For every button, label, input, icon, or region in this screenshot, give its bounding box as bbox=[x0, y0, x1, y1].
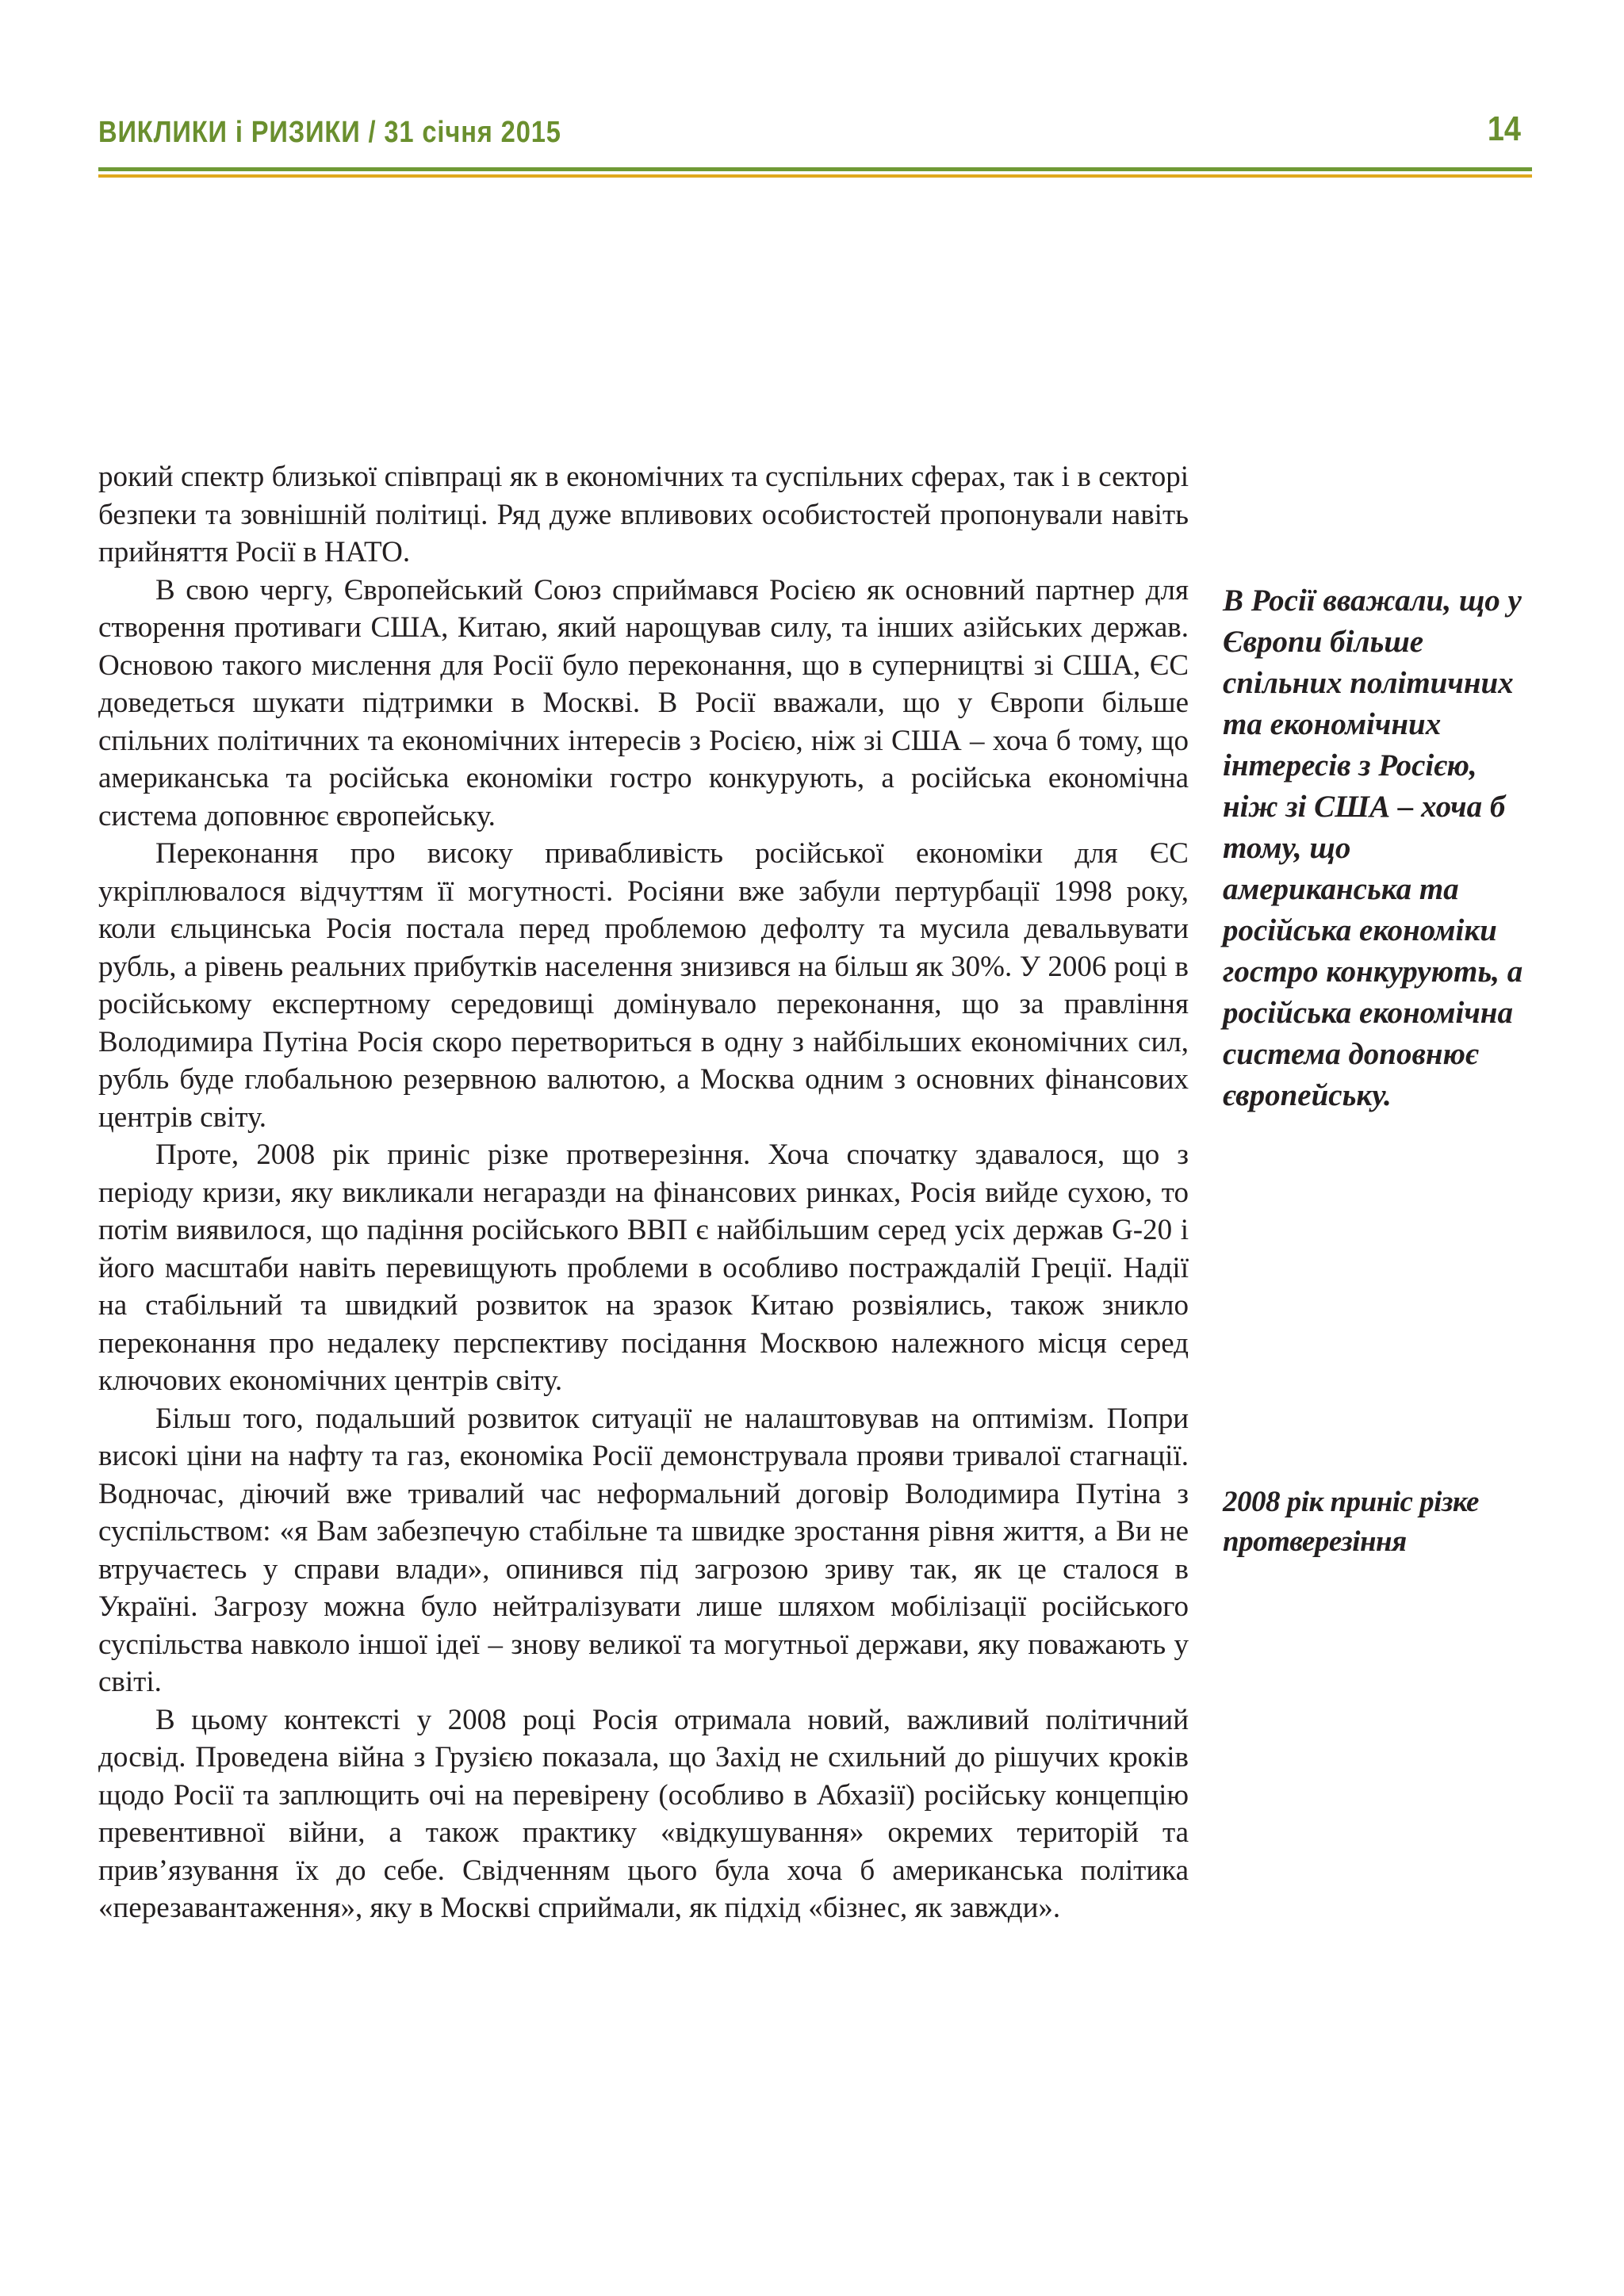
article-body bbox=[98, 458, 1189, 1927]
body-paragraph: В цьому контексті у 2008 році Росія отримала новий, важливий політичний досвід. Проведена війна з Грузією показала, що Захід не схильний до рішучих кроків щодо Росії та заплющить очі на перевірену (особливо в Абхазії) російську концепцію превентивної війни, а також практику «відкушування» окремих територій та прив’язування їх до себе. Свідченням цього була хоча б американська політика «перезавантаження», яку в Москві сприймали, як підхід «бізнес, як завжди». bbox=[98, 1703, 1189, 1924]
header-rule-gold bbox=[98, 174, 1532, 178]
pull-quote-1: В Росії вважали, що у Європи більше спільних політичних та економічних інтересів з Росією, ніж зі США – хоча б тому, що американська та російська економіки гостро конкурують, а російська економічна система доповнює європейську. bbox=[1223, 584, 1523, 1112]
pull-quote-2: 2008 рік приніс різке протверезіння bbox=[1223, 1486, 1479, 1558]
running-header bbox=[98, 109, 1532, 160]
header-rule-green bbox=[98, 167, 1532, 171]
body-paragraph: рокий спектр близької співпраці як в економічних та суспільних сферах, так і в секторі безпеки та зовнішній політиці. Ряд дуже впливових особистостей пропонували навіть прийняття Росії в НАТО. bbox=[98, 461, 1189, 568]
page-number: 14 bbox=[1487, 109, 1521, 148]
body-paragraph: Переконання про високу привабливість російської економіки для ЄС укріплювалося відчуттям її могутності. Росіяни вже забули пертурбації 1998 року, коли єльцинська Росія постала перед проблемою дефолту та мусила девальвувати рубль, а рівень реальних прибутків населення знизився на більш як 30%. У 2006 році в російському експертному середовищі домінувало переконання, що за правління Володимира Путіна Росія скоро перетвориться в одну з найбільших економічних сил, рубль буде глобальною резервною валютою, а Москва одним з основних фінансових центрів світу. bbox=[98, 837, 1189, 1134]
header-title: ВИКЛИКИ і РИЗИКИ / 31 січня 2015 bbox=[98, 116, 561, 149]
body-paragraph: В свою чергу, Європейський Союз сприймався Росією як основний партнер для створення противаги США, Китаю, який нарощував силу, та інших азійських держав. Основою такого мислення для Росії було переконання, що в суперництві зі США, ЄС доведеться шукати підтримки в Москві. В Росії вважали, що у Європи більше спільних політичних та економічних інтересів з Росією, ніж зі США – хоча б тому, що американська та російська економіки гостро конкурують, а російська економічна система доповнює європейську. bbox=[98, 573, 1189, 832]
body-paragraph: Більш того, подальший розвиток ситуації не налаштовував на оптимізм. Попри високі ціни на нафту та газ, економіка Росії демонструвала прояви тривалої стагнації. Водночас, діючий вже тривалий час неформальний договір Володимира Путіна з суспільством: «я Вам забезпечую стабільне та швидке зростання рівня життя, а Ви не втручаєтесь у справи влади», опинився під загрозою зриву так, як це сталося в Україні. Загрозу можна було нейтралізувати лише шляхом мобілізації російського суспільства навколо іншої ідеї – знову великої та могутньої держави, яку поважають у світі. bbox=[98, 1402, 1189, 1698]
body-paragraph: Проте, 2008 рік приніс різке протверезіння. Хоча спочатку здавалося, що з періоду кризи, яку викликали негаразди на фінансових ринках, Росія вийде сухою, то потім виявилося, що падіння російського ВВП є найбільшим серед усіх держав G-20 і його масштаби навіть перевищують проблеми в особливо постраждалій Греції. Надії на стабільний та швидкий розвиток на зразок Китаю розвіялись, також зникло переконання про недалеку перспективу посідання Москвою належного місця серед ключових економічних центрів світу. bbox=[98, 1138, 1189, 1397]
